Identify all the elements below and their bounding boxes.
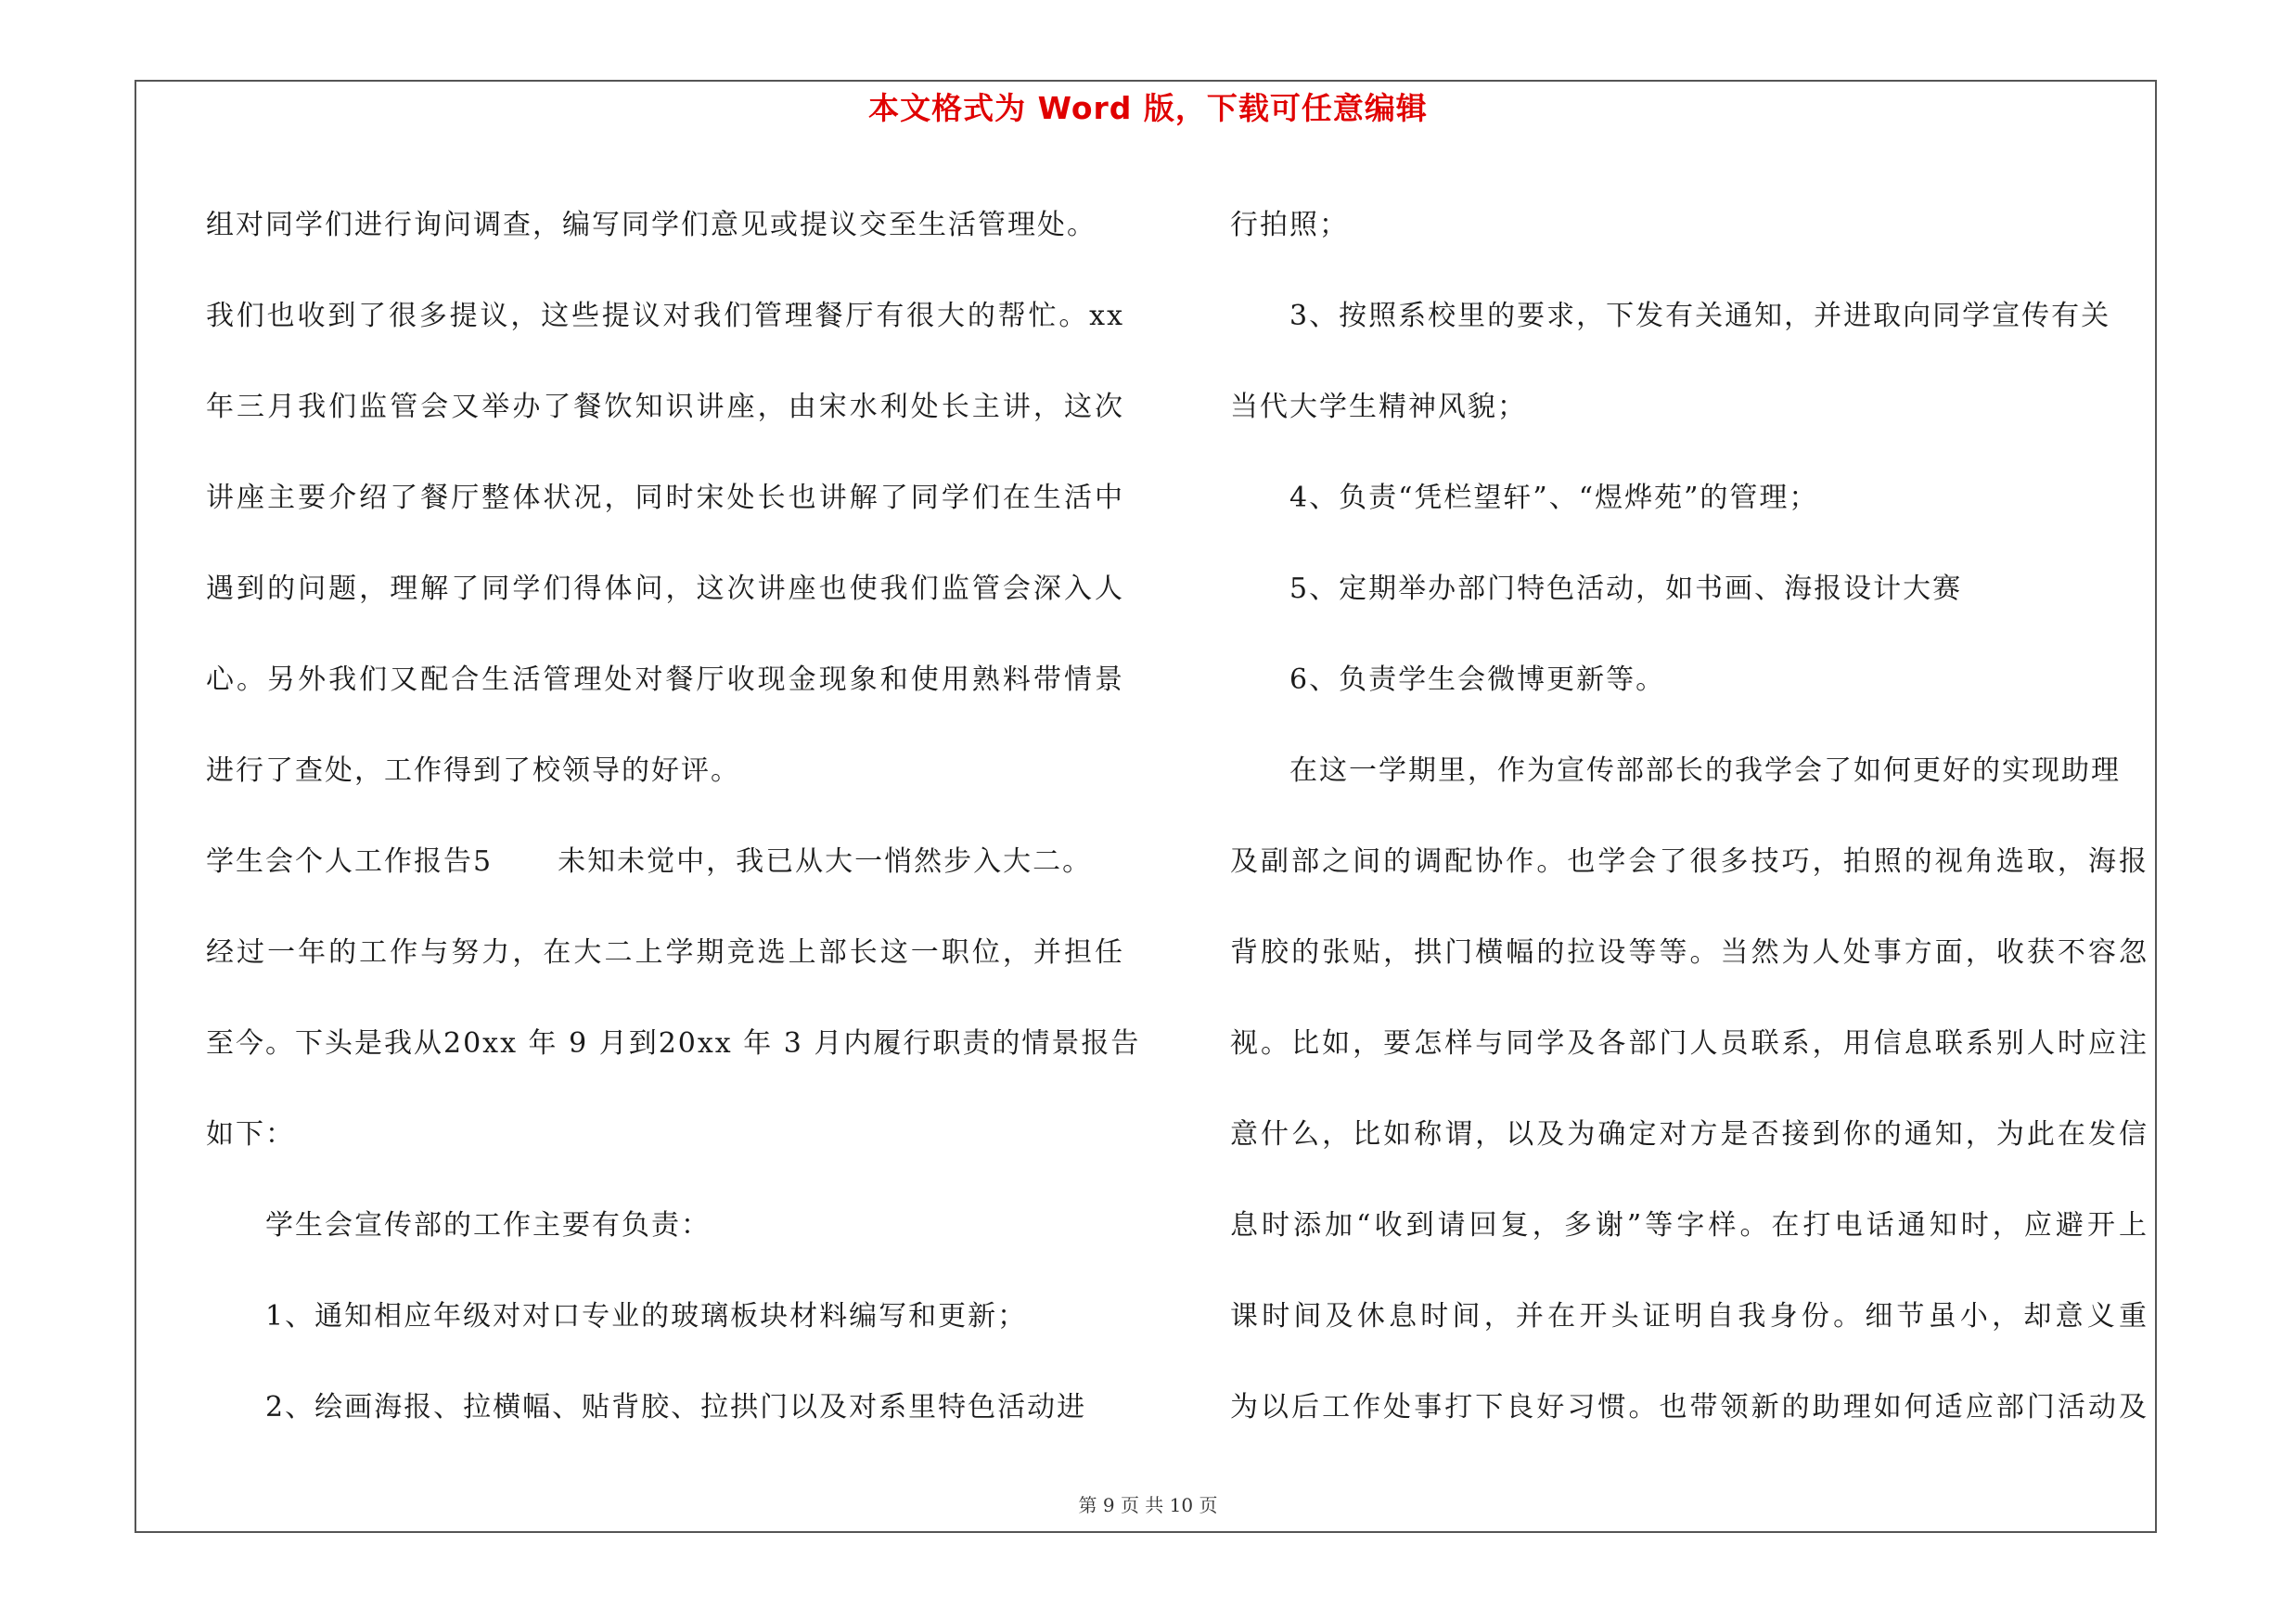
left-column (206, 180, 1141, 1453)
text-line: 视。比如，要怎样与同学及各部门人员联系，用信息联系别人时应注 (1230, 1027, 2148, 1060)
text-line: 至今。下头是我从20xx 年 9 月到20xx 年 3 月内履行职责的情景报告 (206, 1027, 1141, 1060)
page-number-footer: 第 9 页 共 10 页 (1078, 1494, 1218, 1516)
text-line: 讲座主要介绍了餐厅整体状况，同时宋处长也讲解了同学们在生活中 (206, 482, 1124, 514)
text-line: 我们也收到了很多提议，这些提议对我们管理餐厅有很大的帮忙。xx (206, 300, 1124, 332)
text-line: 学生会宣传部的工作主要有负责： (265, 1209, 711, 1242)
text-line: 及副部之间的调配协作。也学会了很多技巧，拍照的视角选取，海报 (1230, 845, 2148, 878)
list-item: 5、定期举办部门特色活动，如书画、海报设计大赛 (1289, 573, 1963, 605)
text-line: 课时间及休息时间，并在开头证明自我身份。细节虽小，却意义重 (1230, 1300, 2148, 1333)
text-line: 意什么，比如称谓，以及为确定对方是否接到你的通知，为此在发信 (1230, 1118, 2148, 1151)
list-item: 3、按照系校里的要求，下发有关通知，并进取向同学宣传有关 (1289, 300, 2111, 332)
list-item: 6、负责学生会微博更新等。 (1289, 663, 1666, 696)
text-line: 年三月我们监管会又举办了餐饮知识讲座，由宋水利处长主讲，这次 (206, 391, 1124, 423)
list-item: 1、通知相应年级对对口专业的玻璃板块材料编写和更新； (265, 1300, 1028, 1333)
text-line: 进行了查处，工作得到了校领导的好评。 (206, 754, 740, 787)
right-column (1230, 180, 2148, 1453)
section-intro: 未知未觉中，我已从大一悄然步入大二。 (558, 845, 1093, 878)
text-line: 遇到的问题，理解了同学们得体问，这次讲座也使我们监管会深入人 (206, 573, 1124, 605)
section-heading-line (206, 817, 1124, 908)
text-line: 在这一学期里，作为宣传部部长的我学会了如何更好的实现助理 (1289, 754, 2121, 787)
text-line: 息时添加“收到请回复，多谢”等字样。在打电话通知时，应避开上 (1230, 1209, 2148, 1242)
text-line: 背胶的张贴，拱门横幅的拉设等等。当然为人处事方面，收获不容忽 (1230, 936, 2148, 969)
text-line: 为以后工作处事打下良好习惯。也带领新的助理如何适应部门活动及 (1230, 1391, 2148, 1423)
text-line: 组对同学们进行询问调查，编写同学们意见或提议交至生活管理处。 (206, 209, 1097, 241)
list-item: 4、负责“凭栏望轩”、“煜烨苑”的管理； (1289, 482, 1819, 514)
text-line: 行拍照； (1230, 209, 1349, 241)
text-line: 当代大学生精神风貌； (1230, 391, 1527, 423)
text-line: 经过一年的工作与努力，在大二上学期竞选上部长这一职位，并担任 (206, 936, 1124, 969)
list-item: 2、绘画海报、拉横幅、贴背胶、拉拱门以及对系里特色活动进 (265, 1391, 1087, 1423)
text-line: 心。另外我们又配合生活管理处对餐厅收现金现象和使用熟料带情景 (206, 663, 1124, 696)
word-format-banner: 本文格式为 Word 版，下载可任意编辑 (868, 90, 1428, 126)
section-heading: 学生会个人工作报告5 (206, 845, 494, 878)
text-line: 如下： (206, 1118, 295, 1151)
